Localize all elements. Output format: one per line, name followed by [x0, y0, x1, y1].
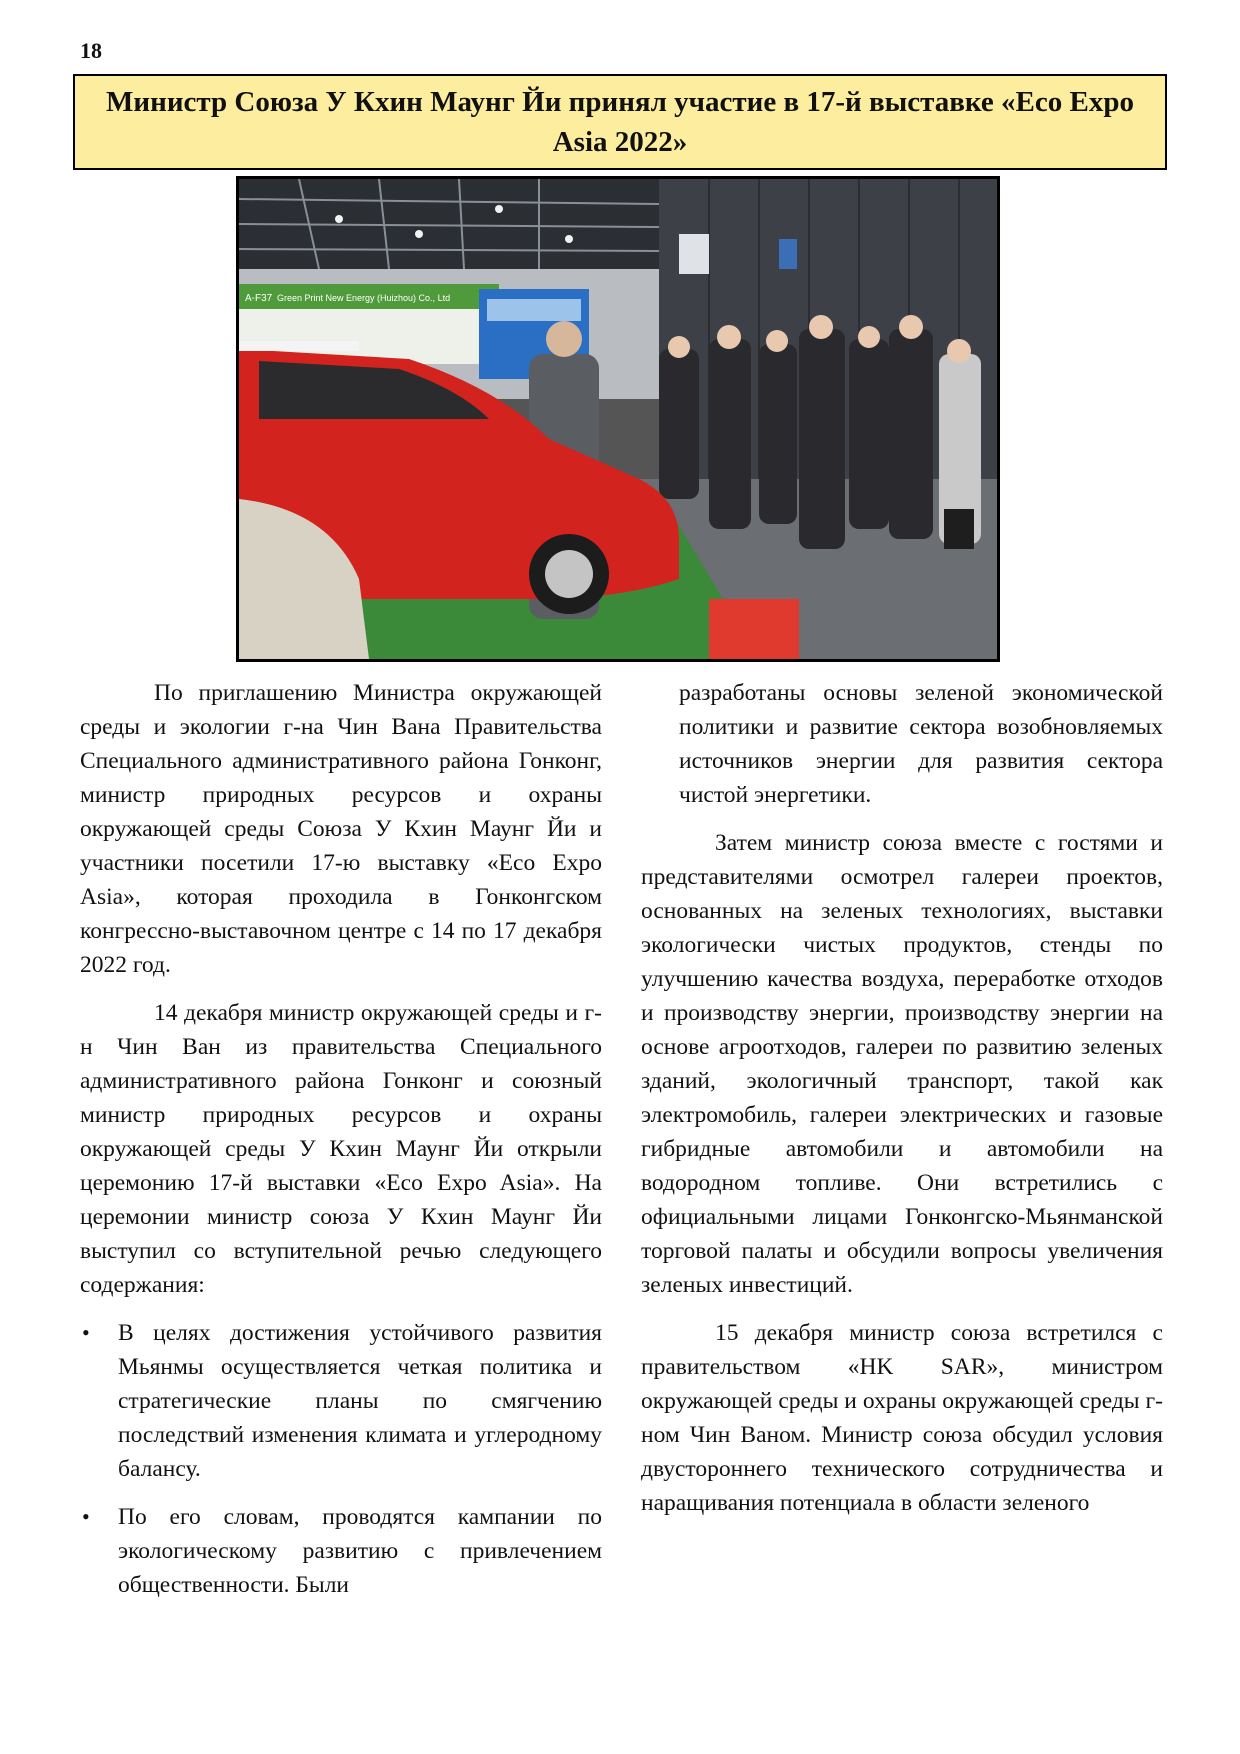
list-item-text: В целях достижения устойчивого развития Мьянмы осуществляется четкая политика и стратегические планы по смягчению последствий изменения климата и углеродному балансу.	[118, 1320, 602, 1482]
article-photo	[236, 176, 1000, 662]
paragraph: разработаны основы зеленой экономической политики и развитие сектора возобновляемых источников энергии для развития сектора чистой энергетики.	[679, 680, 1163, 808]
page-number: 18	[80, 38, 102, 63]
bullet-icon: •	[82, 1504, 90, 1529]
article-title: Министр Союза У Кхин Маунг Йи принял участие в 17-й выставке «Eco Expo Asia 2022»	[106, 86, 1134, 158]
booth-sign: Green Print New Energy (Huizhou) Co., Ltd	[277, 293, 451, 303]
bullet-icon: •	[82, 1320, 90, 1345]
list-item-text: По его словам, проводятся кампании по экологическому развитию с привлечением общественности. Были	[118, 1504, 602, 1598]
paragraph: 15 декабря министр союза встретился с правительством «HK SAR», министром окружающей среды и охраны окружающей среды г-ном Чин Ваном. Министр союза обсудил условия двустороннего технического сотрудничества и наращивания потенциала в области зеленого	[641, 1320, 1163, 1516]
booth-code: A-F37	[245, 293, 273, 304]
list-item	[80, 1500, 602, 1602]
paragraph: 14 декабря министр окружающей среды и г-н Чин Ван из правительства Специального административного района Гонконг и союзный министр природных ресурсов и охраны окружающей среды У Кхин Маунг Йи открыли церемонию 17-й выставки «Eco Expo Asia». На церемонии министр союза У Кхин Маунг Йи выступил со вступительной речью следующего содержания:	[80, 1000, 602, 1298]
exhibition-photo	[239, 179, 997, 659]
paragraph: Затем министр союза вместе с гостями и представителями осмотрел галереи проектов, основанных на зеленых технологиях, выставки экологически чистых продуктов, стенды по улучшению качества воздуха, переработке отходов и производству энергии, производству энергии на основе агроотходов, галереи по развитию зеленых зданий, экологичный транспорт, такой как электромобиль, галереи электрических и газовые гибридные автомобили и автомобили на водородном топливе. Они встретились с официальными лицами Гонконгско-Мьянманской торговой палаты и обсудили вопросы увеличения зеленых инвестиций.	[641, 830, 1163, 1298]
left-column	[80, 676, 602, 1616]
right-column	[641, 676, 1163, 1534]
list-item	[80, 1316, 602, 1486]
title-box	[73, 74, 1167, 170]
paragraph: По приглашению Министра окружающей среды и экологии г-на Чин Вана Правительства Специального административного района Гонконг, министр природных ресурсов и охраны окружающей среды Союза У Кхин Маунг Йи и участники посетили 17-ю выставку «Eco Expo Asia», которая проходила в Гонконгском конгрессно-выставочном центре с 14 по 17 декабря 2022 год.	[80, 680, 602, 978]
bullet-list	[80, 1316, 602, 1602]
